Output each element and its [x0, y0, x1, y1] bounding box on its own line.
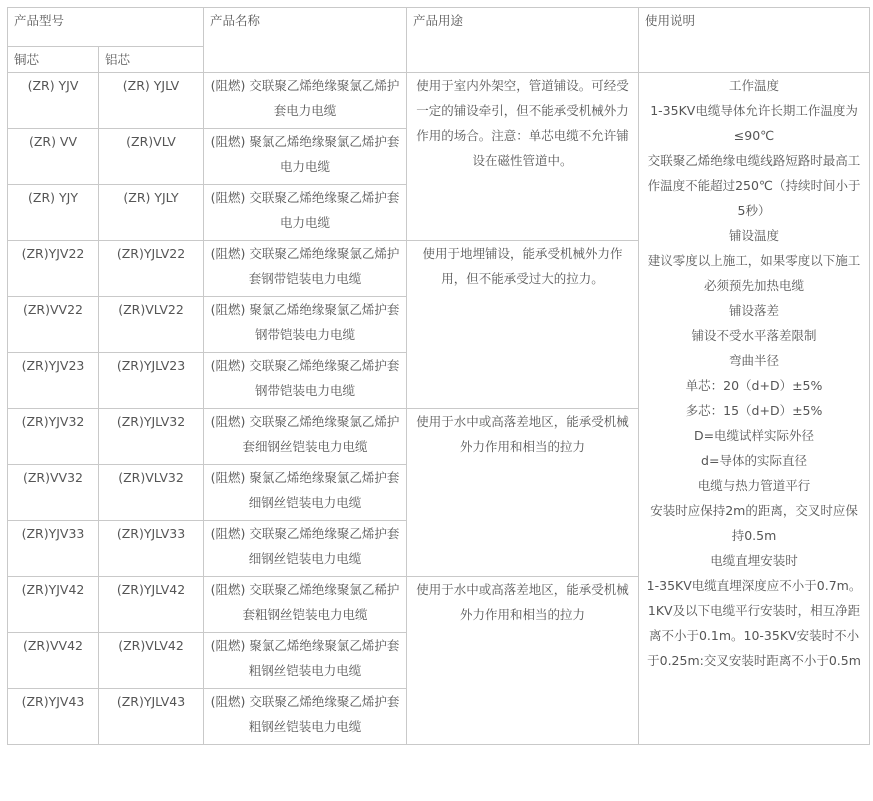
aluminum-model: (ZR)VLV — [99, 129, 204, 185]
note-line: 电缆直埋安装时 — [710, 553, 798, 568]
usage-cell: 使用于室内外架空，管道铺设。可经受一定的铺设牵引，但不能承受机械外力作用的场合。注意：单芯电缆不允许铺设在磁性管道中。 — [407, 73, 639, 241]
copper-model: (ZR)VV32 — [8, 465, 99, 521]
copper-model: (ZR)VV42 — [8, 633, 99, 689]
aluminum-model: (ZR)VLV22 — [99, 297, 204, 353]
header-note: 使用说明 — [639, 8, 870, 73]
copper-model: (ZR)YJV42 — [8, 577, 99, 633]
copper-model: (ZR)YJV22 — [8, 241, 99, 297]
table-row — [8, 73, 870, 129]
note-line: 1-35KV电缆直埋深度应不小于0.7m。 — [646, 578, 862, 593]
note-line: d=导体的实际直径 — [701, 453, 807, 468]
aluminum-model: (ZR)YJLV33 — [99, 521, 204, 577]
note-line: 单芯：20（d+D）±5% — [685, 378, 823, 393]
copper-model: (ZR) YJY — [8, 185, 99, 241]
copper-model: (ZR)YJV33 — [8, 521, 99, 577]
product-name: (阻燃) 交联聚乙烯绝缘聚氯乙烯护套钢带铠装电力电缆 — [204, 241, 407, 297]
note-line: 铺设不受水平落差限制 — [691, 328, 817, 343]
product-name: (阻燃) 聚氯乙烯绝缘聚氯乙烯护套粗钢丝铠装电力电缆 — [204, 633, 407, 689]
product-name: (阻燃) 聚氯乙烯绝缘聚氯乙烯护套电力电缆 — [204, 129, 407, 185]
copper-model: (ZR)YJV23 — [8, 353, 99, 409]
copper-model: (ZR)YJV32 — [8, 409, 99, 465]
note-line: 电缆与热力管道平行 — [697, 478, 811, 493]
note-line: 交联聚乙烯绝缘电缆线路短路时最高工作温度不能超过250℃（持续时间小于5秒） — [647, 153, 861, 218]
product-name: (阻燃) 交联聚乙烯绝缘聚氯乙稀护套粗钢丝铠装电力电缆 — [204, 577, 407, 633]
note-line: 1-35KV电缆导体允许长期工作温度为≤90℃ — [650, 103, 858, 143]
aluminum-model: (ZR)YJLV32 — [99, 409, 204, 465]
copper-model: (ZR)VV22 — [8, 297, 99, 353]
copper-model: (ZR) VV — [8, 129, 99, 185]
product-name: (阻燃) 聚氯乙烯绝缘聚氯乙烯护套钢带铠装电力电缆 — [204, 297, 407, 353]
header-aluminum: 铝芯 — [99, 47, 204, 73]
aluminum-model: (ZR)YJLV42 — [99, 577, 204, 633]
aluminum-model: (ZR)YJLV43 — [99, 689, 204, 745]
product-name: (阻燃) 交联聚乙烯绝缘聚乙烯护套电力电缆 — [204, 185, 407, 241]
aluminum-model: (ZR)YJLV22 — [99, 241, 204, 297]
note-line: 多芯：15（d+D）±5% — [685, 403, 823, 418]
aluminum-model: (ZR)VLV42 — [99, 633, 204, 689]
header-copper: 铜芯 — [8, 47, 99, 73]
header-model: 产品型号 — [8, 8, 204, 47]
usage-cell: 使用于水中或高落差地区，能承受机械外力作用和相当的拉力 — [407, 577, 639, 745]
note-line: 铺设落差 — [729, 303, 780, 318]
usage-cell: 使用于水中或高落差地区，能承受机械外力作用和相当的拉力 — [407, 409, 639, 577]
product-name: (阻燃) 聚氯乙烯绝缘聚氯乙烯护套细钢丝铠装电力电缆 — [204, 465, 407, 521]
note-line: 安装时应保持2m的距离，交叉时应保持0.5m — [650, 503, 858, 543]
product-name: (阻燃) 交联聚乙烯绝缘聚乙烯护套钢带铠装电力电缆 — [204, 353, 407, 409]
product-name: (阻燃) 交联聚乙烯绝缘聚乙烯护套粗钢丝铠装电力电缆 — [204, 689, 407, 745]
copper-model: (ZR) YJV — [8, 73, 99, 129]
note-line: 1KV及以下电缆平行安装时，相互净距离不小于0.1m。10-35KV安装时不小于0.25m:交叉安装时距离不小于0.5m — [647, 603, 861, 668]
aluminum-model: (ZR)VLV32 — [99, 465, 204, 521]
product-name: (阻燃) 交联聚乙烯绝缘聚氯乙烯护套细钢丝铠装电力电缆 — [204, 409, 407, 465]
product-name: (阻燃) 交联聚乙烯绝缘聚氯乙烯护套电力电缆 — [204, 73, 407, 129]
header-row — [8, 8, 870, 47]
header-usage: 产品用途 — [407, 8, 639, 73]
header-name: 产品名称 — [204, 8, 407, 73]
copper-model: (ZR)YJV43 — [8, 689, 99, 745]
cable-spec-table — [7, 7, 870, 745]
note-line: 铺设温度 — [729, 228, 780, 243]
usage-cell: 使用于地埋铺设，能承受机械外力作用，但不能承受过大的拉力。 — [407, 241, 639, 409]
aluminum-model: (ZR)YJLV23 — [99, 353, 204, 409]
product-name: (阻燃) 交联聚乙烯绝缘聚乙烯护套细钢丝铠装电力电缆 — [204, 521, 407, 577]
usage-notes — [639, 73, 870, 745]
aluminum-model: (ZR) YJLY — [99, 185, 204, 241]
note-line: 建议零度以上施工，如果零度以下施工必须预先加热电缆 — [647, 253, 861, 293]
note-line: D=电缆试样实际外径 — [693, 428, 815, 443]
aluminum-model: (ZR) YJLV — [99, 73, 204, 129]
note-line: 弯曲半径 — [729, 353, 780, 368]
note-line: 工作温度 — [729, 78, 780, 93]
